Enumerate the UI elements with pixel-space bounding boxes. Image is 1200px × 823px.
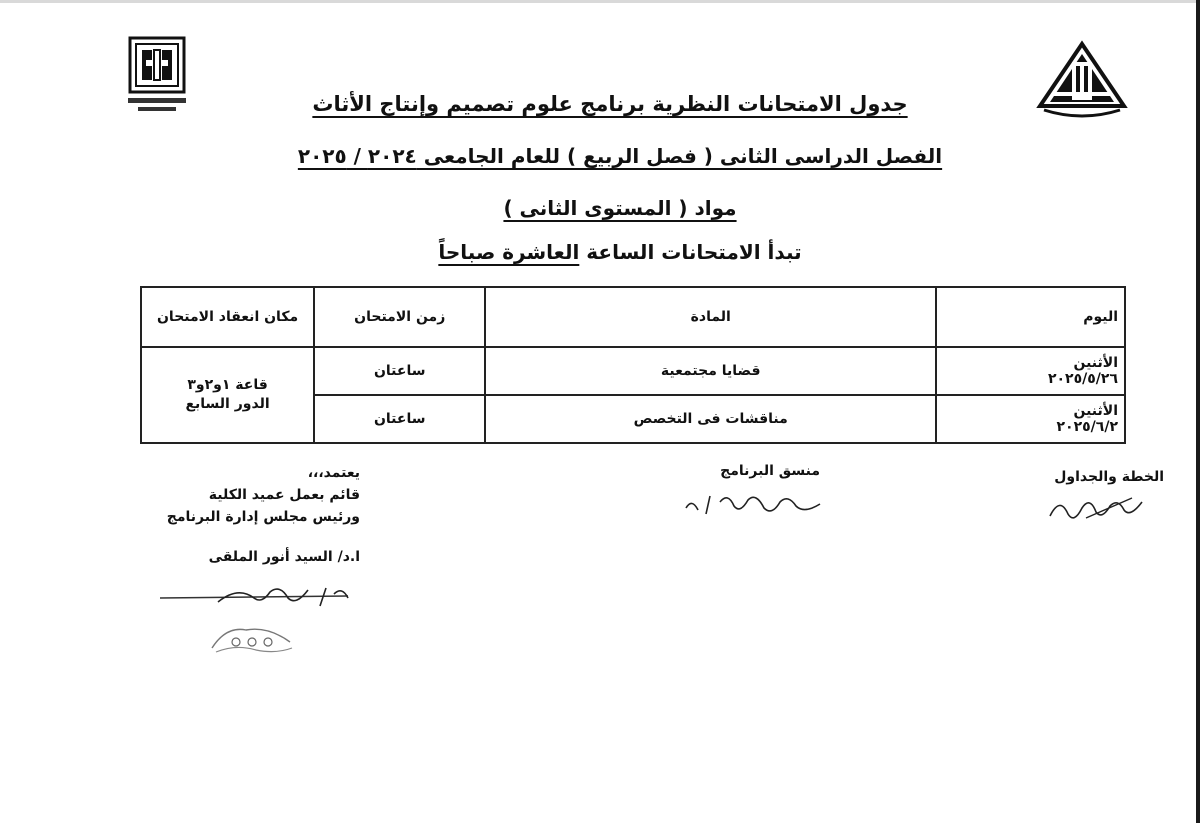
place-line1: قاعة ١و٢و٣ [187,377,268,394]
place-line2: الدور السابع [185,396,270,412]
row2-subject: مناقشات فى التخصص [485,395,936,443]
dean-name: ا.د/ السيد أنور الملقى [208,549,360,565]
table-row [141,347,1125,395]
row1-subject: قضايا مجتمعية [485,347,936,395]
start-time-prefix: تبدأ الامتحانات الساعة [586,240,802,264]
seal-stamp [206,622,296,656]
start-time-value: العاشرة صباحاً [438,240,580,264]
coordinator-signature [680,488,830,520]
header-time: زمن الامتحان [314,287,485,347]
row1-date: ٢٠٢٥/٥/٢٦ [1047,371,1118,387]
row1-day-cell [936,347,1125,395]
start-time-line [400,240,840,264]
header-subject: المادة [485,287,936,347]
row2-time: ساعتان [314,395,485,443]
approval-block [120,462,360,568]
document-title: جدول الامتحانات النظرية برنامج علوم تصميم وإنتاج الأثاث [312,92,908,116]
place-cell [141,347,314,443]
coordinator-signature-block [686,460,820,482]
level-line: مواد ( المستوى الثانى ) [503,196,737,220]
header-place: مكان انعقاد الامتحان [141,287,314,347]
row2-day-cell [936,395,1125,443]
row2-date: ٢٠٢٥/٦/٢ [1056,419,1118,435]
plan-signature-block [1030,466,1164,488]
table-header-row [141,287,1125,347]
plan-signature [1046,490,1146,526]
plan-title: الخطة والجداول [1054,469,1164,485]
dean-signature [158,580,358,616]
scan-right-edge [1196,0,1200,823]
exam-schedule-table [140,286,1126,444]
row1-time: ساعتان [314,347,485,395]
approval-line3: ورئيس مجلس إدارة البرنامج [166,509,360,525]
approval-line1: يعتمد،،، [307,465,360,481]
row2-day: الأثنين [1073,403,1118,419]
faculty-logo [124,36,190,116]
header-day: اليوم [936,287,1125,347]
scan-top-edge [0,0,1200,3]
coordinator-title: منسق البرنامج [720,463,820,479]
approval-line2: قائم بعمل عميد الكلية [208,487,360,503]
semester-line: الفصل الدراسى الثانى ( فصل الربيع ) للعام الجامعى ٢٠٢٤ / ٢٠٢٥ [297,144,943,168]
university-logo [1034,40,1130,120]
row1-day: الأثنين [1073,355,1118,371]
